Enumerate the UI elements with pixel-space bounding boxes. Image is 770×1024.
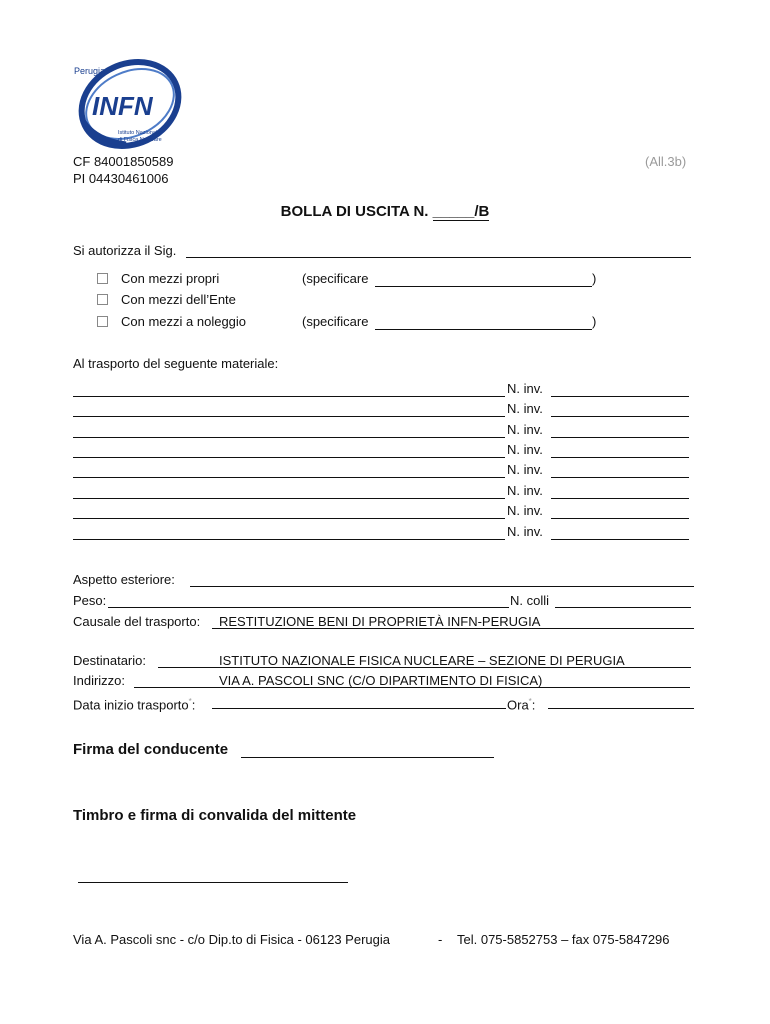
peso-field[interactable] bbox=[108, 607, 509, 608]
peso-label: Peso: bbox=[73, 593, 107, 608]
timbro-firma-field[interactable] bbox=[78, 882, 348, 883]
authorize-label: Si autorizza il Sig. bbox=[73, 243, 177, 258]
required-marker: * bbox=[528, 697, 532, 706]
inv-number-field[interactable] bbox=[551, 539, 689, 540]
material-description-field[interactable] bbox=[73, 518, 505, 519]
option-mezzi-propri[interactable] bbox=[97, 271, 219, 287]
ora-label-text: Ora bbox=[507, 697, 529, 713]
inv-number-field[interactable] bbox=[551, 416, 689, 417]
destinatario-label: Destinatario: bbox=[73, 653, 146, 668]
firma-conducente-field[interactable] bbox=[241, 757, 494, 758]
footer-contacts: Tel. 075-5852753 – fax 075-5847296 bbox=[457, 932, 670, 947]
inv-label: N. inv. bbox=[507, 483, 543, 498]
firma-conducente-label: Firma del conducente bbox=[73, 741, 229, 758]
inv-label: N. inv. bbox=[507, 381, 543, 396]
required-marker: * bbox=[188, 697, 192, 706]
timbro-firma-label: Timbro e firma di convalida del mittente bbox=[73, 807, 357, 824]
inv-number-field[interactable] bbox=[551, 396, 689, 397]
checkbox-icon[interactable] bbox=[97, 316, 108, 327]
indirizzo-value: VIA A. PASCOLI SNC (C/O DIPARTIMENTO DI FISICA) bbox=[219, 673, 543, 688]
cf-number: CF 84001850589 bbox=[73, 154, 174, 169]
option-mezzi-ente[interactable] bbox=[97, 292, 236, 308]
destinatario-value: ISTITUTO NAZIONALE FISICA NUCLEARE – SEZIONE DI PERUGIA bbox=[219, 653, 625, 668]
inv-number-field[interactable] bbox=[551, 498, 689, 499]
title-number-blank[interactable]: _____/B bbox=[432, 203, 490, 220]
option-label: Con mezzi a noleggio bbox=[121, 314, 247, 329]
material-description-field[interactable] bbox=[73, 477, 505, 478]
inv-label: N. inv. bbox=[507, 401, 543, 416]
option-spec-close: ) bbox=[592, 314, 597, 329]
footer-address: Via A. Pascoli snc - c/o Dip.to di Fisica - 06123 Perugia bbox=[73, 932, 390, 947]
material-description-field[interactable] bbox=[73, 498, 505, 499]
document-title bbox=[0, 203, 770, 221]
option-spec-close: ) bbox=[592, 271, 597, 286]
material-description-field[interactable] bbox=[73, 437, 505, 438]
inv-label: N. inv. bbox=[507, 462, 543, 477]
checkbox-icon[interactable] bbox=[97, 294, 108, 305]
logo-tagline-2: di Fisica Nucleare bbox=[118, 137, 162, 143]
ora-field[interactable] bbox=[548, 708, 694, 709]
material-description-field[interactable] bbox=[73, 416, 505, 417]
causale-label: Causale del trasporto: bbox=[73, 614, 201, 629]
inv-number-field[interactable] bbox=[551, 457, 689, 458]
pi-number: PI 04430461006 bbox=[73, 171, 169, 186]
colli-label: N. colli bbox=[510, 593, 550, 608]
option-spec-field[interactable] bbox=[375, 329, 592, 330]
data-label-text: Data inizio trasporto bbox=[73, 697, 189, 713]
data-trasporto-label bbox=[73, 694, 195, 713]
inv-label: N. inv. bbox=[507, 503, 543, 518]
option-label: Con mezzi dell’Ente bbox=[121, 292, 236, 307]
material-label: Al trasporto del seguente materiale: bbox=[73, 356, 279, 371]
colon: : bbox=[531, 697, 536, 713]
colli-field[interactable] bbox=[555, 607, 691, 608]
indirizzo-label: Indirizzo: bbox=[73, 673, 126, 688]
title-prefix: BOLLA DI USCITA N. bbox=[280, 203, 433, 220]
infn-logo bbox=[66, 52, 190, 152]
colon: : bbox=[191, 697, 196, 713]
logo-city: Perugia bbox=[74, 66, 106, 76]
option-spec-label: (specificare bbox=[302, 314, 369, 329]
footer-separator: - bbox=[438, 932, 443, 947]
material-description-field[interactable] bbox=[73, 457, 505, 458]
aspetto-label: Aspetto esteriore: bbox=[73, 572, 175, 587]
inv-label: N. inv. bbox=[507, 422, 543, 437]
material-description-field[interactable] bbox=[73, 539, 505, 540]
attachment-ref: (All.3b) bbox=[645, 154, 687, 169]
material-description-field[interactable] bbox=[73, 396, 505, 397]
logo-tagline-1: Istituto Nazionale bbox=[118, 130, 161, 136]
authorize-name-field[interactable] bbox=[186, 257, 691, 258]
inv-number-field[interactable] bbox=[551, 477, 689, 478]
option-spec-label: (specificare bbox=[302, 271, 369, 286]
inv-label: N. inv. bbox=[507, 524, 543, 539]
inv-label: N. inv. bbox=[507, 442, 543, 457]
option-label: Con mezzi propri bbox=[121, 271, 220, 286]
inv-number-field[interactable] bbox=[551, 518, 689, 519]
logo-brand: INFN bbox=[92, 91, 153, 121]
inv-number-field[interactable] bbox=[551, 437, 689, 438]
causale-value: RESTITUZIONE BENI DI PROPRIETÀ INFN-PERUGIA bbox=[219, 614, 541, 629]
data-trasporto-field[interactable] bbox=[212, 708, 506, 709]
option-mezzi-noleggio[interactable] bbox=[97, 314, 246, 330]
checkbox-icon[interactable] bbox=[97, 273, 108, 284]
infn-logo-graphic bbox=[66, 52, 190, 152]
aspetto-field[interactable] bbox=[190, 586, 694, 587]
option-spec-field[interactable] bbox=[375, 286, 592, 287]
ora-label bbox=[507, 694, 535, 713]
